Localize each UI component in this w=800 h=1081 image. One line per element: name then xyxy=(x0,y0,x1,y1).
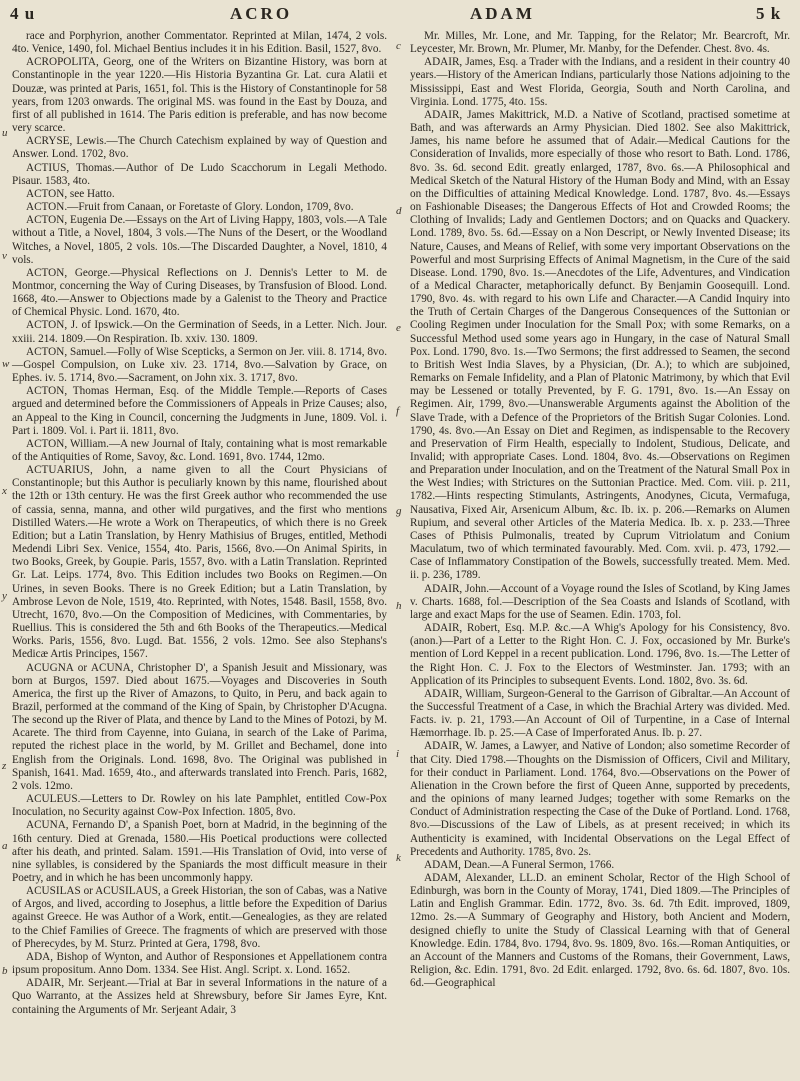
entry-paragraph: ADAIR, John.—Account of a Voyage round the Isles of Scotland, by King James v. Charts. 1688, fol.—Description of the Sea Coasts and Islands of Scotland, with large and exact Maps for the use of Seamen. Edin. 1703, fol. xyxy=(410,582,790,621)
margin-letter: h xyxy=(396,600,402,612)
entry-paragraph: ACUSILAS or ACUSILAUS, a Greek Historian, the son of Cabas, was a Native of Argos, and lived, according to Josephus, a little before the Expedition of Darius against Greece. He was Author of a Work, entit.—Genealogies, as they are related to the Chief Families of Greece. The fragments of which are preserved with those of Pherecydes, by M. Sturz. Printed at Gera, 1798, 8vo. xyxy=(12,885,387,950)
left-running-head: ACRO xyxy=(230,4,293,23)
right-running-head: ADAM xyxy=(470,4,535,23)
entry-paragraph: ADAIR, W. James, a Lawyer, and Native of London; also sometime Recorder of that City. Died 1798.—Thoughts on the Dismission of Officers, Civil and Military, for their conduct in Parliament. Lond. 1764, 8vo.—Observations on the Power of Alienation in the Crown before the first of Queen Anne, supported by precedents, and the opinions of many learned Judges; together with some Remarks on the Conduct of Administration respecting the Case of the Duke of Portland. Lond. 1768, 8vo.—Discussions of the Law of Libels, as at present received; in which its Authenticity is examined, with Incidental Observations on the Legal Effect of Precedents and Authority. 1785, 8vo. 2s. xyxy=(410,740,790,858)
margin-letter: k xyxy=(396,852,401,864)
margin-letter: z xyxy=(2,760,7,772)
entry-paragraph: ACUGNA or ACUNA, Christopher D', a Spanish Jesuit and Missionary, was born at Burgos, 1597. Died about 1675.—Voyages and Discoveries in South America, the first up the River of Amazons, to Quito, in Peru, and back again to Brazil, performed at the command of the King of Spain, by Christopher D'Acugna. The second up the River of Plata, and thence by Land to the Mines of Potozi, by M. Acarete. The third from Cayenne, into Guiana, in search of the Lake of Parima, reputed the richest place in the world, by M. Grillet and Bechamel, done into English from the Originals. Lond. 1698, 8vo. The Original was published in Spanish, 1641. Mad. 1659, 4to., and afterwards translated into French. Paris, 1682, 2 vols. 12mo. xyxy=(12,661,387,792)
entry-paragraph: ADA, Bishop of Wynton, and Author of Responsiones et Appellationem contra ipsum propositum. Anno Dom. 1334. See Hist. Angl. Script. x. Lond. 1652. xyxy=(12,950,387,977)
margin-letter: g xyxy=(396,505,402,517)
entry-paragraph: ACTON, Eugenia De.—Essays on the Art of Living Happy, 1803, vols.—A Tale without a Title, a Novel, 1804, 3 vols.—The Nuns of the Desert, or the Woodland Witches, a Novel, 1805, 2 vols. 10s.—The Discarded Daughter, a Novel, 1810, 4 vols. xyxy=(12,214,387,266)
margin-letter: f xyxy=(396,405,400,417)
margin-letter: w xyxy=(2,358,10,370)
entry-paragraph: race and Porphyrion, another Commentator. Reprinted at Milan, 1474, 2 vols. 4to. Venice, 1490, fol. Michael Bentius includes it in his Edition. Basil, 1527, 8vo. xyxy=(12,30,387,56)
entry-paragraph: ADAIR, Mr. Serjeant.—Trial at Bar in several Informations in the nature of a Quo Warranto, at the Assizes held at Shrewsbury, before Sir James Eyre, Knt. containing the Arguments of Mr. Serjeant Adair, 3 xyxy=(12,977,387,1016)
entry-paragraph: Mr. Milles, Mr. Lone, and Mr. Tapping, for the Relator; Mr. Bearcroft, Mr. Leycester, Mr. Brown, Mr. Plumer, Mr. Manby, for the Defender. Chest. 8vo. 4s. xyxy=(410,30,790,56)
entry-paragraph: ADAM, Alexander, LL.D. an eminent Scholar, Rector of the High School of Edinburgh, was born in the County of Moray, 1741, Died 1809.—The Principles of Latin and English Grammar. Edin. 1772, 8vo. 3s. 6d. 7th Edit. improved, 1809, 12mo. 2s.—A Summary of Geography and History, both Ancient and Modern, designed chiefly to unite the Study of Classical Learning with that of General Knowledge. Edin. 1784, 8vo. 1794, 8vo. 9s. 1809, 8vo. 16s.—Roman Antiquities, or an Account of the Manners and Customs of the Romans, their Government, Laws, Religion, &c. Edin. 1791, 8vo. 2d Edit. enlarged. 1792, 8vo. 6s. 6d. 1807, 8vo. 10s. 6d.—Geographical xyxy=(410,872,790,990)
entry-paragraph: ACTON, J. of Ipswick.—On the Germination of Seeds, in a Letter. Nich. Jour. xxiii. 214. 1809.—On Respiration. Ib. xxiv. 130. 1809. xyxy=(12,319,387,345)
margin-letter: e xyxy=(396,322,401,334)
margin-letter: a xyxy=(2,840,8,852)
entry-paragraph: ACUNA, Fernando D', a Spanish Poet, born at Madrid, in the beginning of the 16th century. Died at Grenada, 1580.—His Poetical productions were collected after his death, and printed. Salam. 1591.—His Translation of Ovid, into verse of nine syllables, is considered by the Spaniards the most difficult measure in their Poetry, and in which he has been uncommonly happy. xyxy=(12,819,387,884)
entry-paragraph: ACTON.—Fruit from Canaan, or Foretaste of Glory. London, 1709, 8vo. xyxy=(26,201,354,214)
right-column xyxy=(410,30,790,990)
margin-letter: b xyxy=(2,965,8,977)
entry-paragraph: ADAIR, Robert, Esq. M.P. &c.—A Whig's Apology for his Consistency, 8vo. (anon.)—Part of a Letter to the Right Hon. C. J. Fox, occasioned by Mr. Burke's mention of Lord Keppel in a recent publication. Lond. 1796, 8vo. 1s.—The Letter of the Right Hon. C. J. Fox to the Electors of Westminster. Jan. 1793; with an Application of its Principles to subsequent Events. Lond. 1802, 8vo. 3s. 6d. xyxy=(410,622,790,687)
entry-paragraph: ACTON, George.—Physical Reflections on J. Dennis's Letter to M. de Montmor, concerning the Way of Curing Diseases, by Transfusion of Blood. Lond. 1668, 4to.—Answer to Objections made by a Galenist to the Theory and Practice of Chemical Physic. Lond. 1670, 4to. xyxy=(12,266,387,319)
margin-letter: y xyxy=(2,590,7,602)
entry-paragraph: ACULEUS.—Letters to Dr. Rowley on his late Pamphlet, entitled Cow-Pox Inoculation, no Security against Cow-Pox Infection. 1805, 8vo. xyxy=(12,793,387,819)
entry-paragraph: ACTIUS, Thomas.—Author of De Ludo Scacchorum in Legali Methodo. Pisaur. 1583, 4to. xyxy=(12,161,387,187)
margin-letter: u xyxy=(2,127,8,139)
entry-paragraph: ACTON, see Hatto. xyxy=(26,187,115,200)
entry-paragraph: ACTON, Thomas Herman, Esq. of the Middle Temple.—Reports of Cases argued and determined before the Commissioners of Appeals in Prize Causes; also, an Appeal to the King in Council, concerning the Judgments in June, 1809. Vol. i. Part i. 1809. Vol. i. Part ii. 1811, 8vo. xyxy=(12,385,387,437)
entry-paragraph: ADAM, Dean.—A Funeral Sermon, 1766. xyxy=(424,858,615,871)
left-column xyxy=(12,30,387,1017)
entry-paragraph: ACTUARIUS, John, a name given to all the Court Physicians of Constantinople; but this Author is peculiarly known by this name, flourished about the 12th or 13th century. He was the first Greek author who recommended the use of cassia, senna, manna, and other wild purgatives, and the first who mentions Distilled Waters.—He wrote a Work on Therapeutics, of which there is no Greek Edition; but a Latin Translation, by Henry Mathisius of Bruges, entitled, Methodi Medendi Libri Sex. Venice, 1554, 4to. Paris, 1566, 8vo.—On Animal Spirits, in two Books, Greek, by Goupie. Paris, 1557, 8vo. with a Latin Translation. Reprinted Gr. Lat. Leips. 1774, 8vo. This Edition includes two Books on Regimen.—On Urines, in seven Books. There is no Greek Edition; but a Latin Translation, by Ambrose Levon de Nole, 1519, 4to. Reprinted, with Notes, 1548. Basil, 1558, 8vo. Utrecht, 1670, 8vo.—On the Composition of Medicines, with Commentaries, by Ruellius. This is considered the 5th and 6th Books of the Therapeutics.—Medical Works. Paris, 1556, 8vo. Lugd. Bat. 1556, 2 vols. 12mo. See also Stephans's Medicæ Artis Principes, 1567. xyxy=(12,464,387,661)
entry-paragraph: ADAIR, James Makittrick, M.D. a Native of Scotland, practised sometime at Bath, and was afterwards an Army Physician. Died 1802. See also Makittrick, James, his name before he assumed that of Adair.—Medical Cautions for the Consideration of Invalids, more especially of those who resort to Bath. Lond. 1786, 8vo. 3s. 6d. second Edit. greatly enlarged, 1787, 8vo. 6s.—A Philosophical and Medical Sketch of the Natural History of the Human Body and Mind, with an Essay on the Difficulties of attaining Medical Knowledge. Lond. 1787, 8vo. 4s.—Essays on Fashionable Diseases; the Dangerous Effects of Hot and Crowded Rooms; the Clothing of Invalids; Lady and Gentlemen Doctors; and on Quacks and Quackery. Lond. 1789, 8vo. 5s. 6d.—Essay on a Non Descript, or Newly Invented Disease; its Nature, Causes, and Means of Relief, with some very important Observations on the Powerful and most Surprising Effects of Animal Magnetism, in the Cure of the said Disease. Lond. 1790, 8vo. 1s.—Anecdotes of the Life, Adventures, and Vindication of a Medical Character, metaphorically defunct. By Benjamin Goosequill. Lond. 1790, 8vo. 4s. with regard to his own Life and Character.—A Candid Inquiry into the Truth of Certain Charges of the Dangerous Consequences of the Suttonian or Cooling Regimen under Inoculation for the Small Pox; with some Remarks, on a Successful Method used some years ago in Hungary, in the case of Natural Small Pox. Lond. 1790, 8vo. 1s.—Two Sermons; the first addressed to Seamen, the second to British West India Slaves, by a Physician, (Dr. A.); to which are subjoined, Remarks on Female Infidelity, and a Plan of Platonic Matrimony, by which that Evil may be Lessened or totally Prevented, by F. G. 1791, 8vo. 1s.—An Essay on Regimen. Air, 1799, 8vo.—Unanswerable Arguments against the Abolition of the Slave Trade, with a Defence of the Proprietors of the British Sugar Colonies. Lond. 1790, 4s. 8vo.—An Essay on Diet and Regimen, as indispensable to the Recovery and Preservation of Firm Health, especially to Indolent, Studious, Delicate, and Invalid; with appropriate Cases. Lond. 1804, 8vo. 4s.—Observations on Regimen and Preparation under Inoculation, and on the Treatment of the Natural Small Pox in the West Indies; with Strictures on the Suttonian Practice. Med. Com. viii. p. 211, 1782.—Hints respecting Stimulants, Astringents, Anodynes, Cicuta, Vermafuga, Nausativa, Fixed Air, Arsenicum Album, &c. Ib. ix. p. 206.—Remarks on Alumen Rupium, and several other Articles of the Materia Medica. Ib. x. p. 233.—Three Cases of Pthisis Pulmonalis, treated by Cuprum Vitriolatum and Conium Maculatum, two of which terminated favourably. Med. Com. xvii. p. 473, 1792.—Case of Inflammatory Constipation of the Bowels, successfully treated. Mem. Med. ii. p. 236, 1789. xyxy=(410,108,790,582)
left-page-number: 4 u xyxy=(10,4,36,23)
entry-paragraph: ACRYSE, Lewis.—The Church Catechism explained by way of Question and Answer. Lond. 1702, 8vo. xyxy=(12,135,387,161)
margin-letter: v xyxy=(2,250,7,262)
entry-paragraph: ADAIR, William, Surgeon-General to the Garrison of Gibraltar.—An Account of the Successful Treatment of a Case, in which the Brachial Artery was divided. Med. Facts. iv. p. 21, 1793.—An Account of Oil of Turpentine, in a Case of Internal Hæmorrhage. Ib. p. 25.—A Case of Imperforated Anus. Ib. p. 27. xyxy=(410,687,790,740)
margin-letter: i xyxy=(396,748,400,760)
entry-paragraph: ADAIR, James, Esq. a Trader with the Indians, and a resident in their country 40 years.—History of the American Indians, particularly those Nations adjoining to the Mississippi, East and West Florida, Georgia, South and North Carolina, and Virginia. Lond. 1775, 4to. 15s. xyxy=(410,56,790,108)
margin-letter: c xyxy=(396,40,401,52)
margin-letter: d xyxy=(396,205,402,217)
margin-letter: x xyxy=(2,485,7,497)
right-page-number: 5 k xyxy=(756,4,782,23)
entry-paragraph: ACTON, Samuel.—Folly of Wise Scepticks, a Sermon on Jer. viii. 8. 1714, 8vo.—Gospel Compulsion, on Luke xiv. 23. 1714, 8vo.—Salvation by Grace, on Ephes. iv. 5. 1714, 8vo.—Sacrament, on John xix. 3. 1717, 8vo. xyxy=(12,345,387,385)
entry-paragraph: ACROPOLITA, Georg, one of the Writers on Bizantine History, was born at Constantinople in the year 1220.—His Historia Byzantina Gr. Lat. cura Alatii et Douzæ, was printed at Paris, 1651, fol. This is the History of Constantinople for 58 years, from 1203 onwards. The original MS. was found in the East by Douza, and first of all published in 1614. The Paris edition is preferable, and has now become very scarce. xyxy=(12,56,387,135)
entry-paragraph: ACTON, William.—A new Journal of Italy, containing what is most remarkable of the Antiquities of Rome, Savoy, &c. Lond. 1691, 8vo. 1744, 12mo. xyxy=(12,437,387,463)
